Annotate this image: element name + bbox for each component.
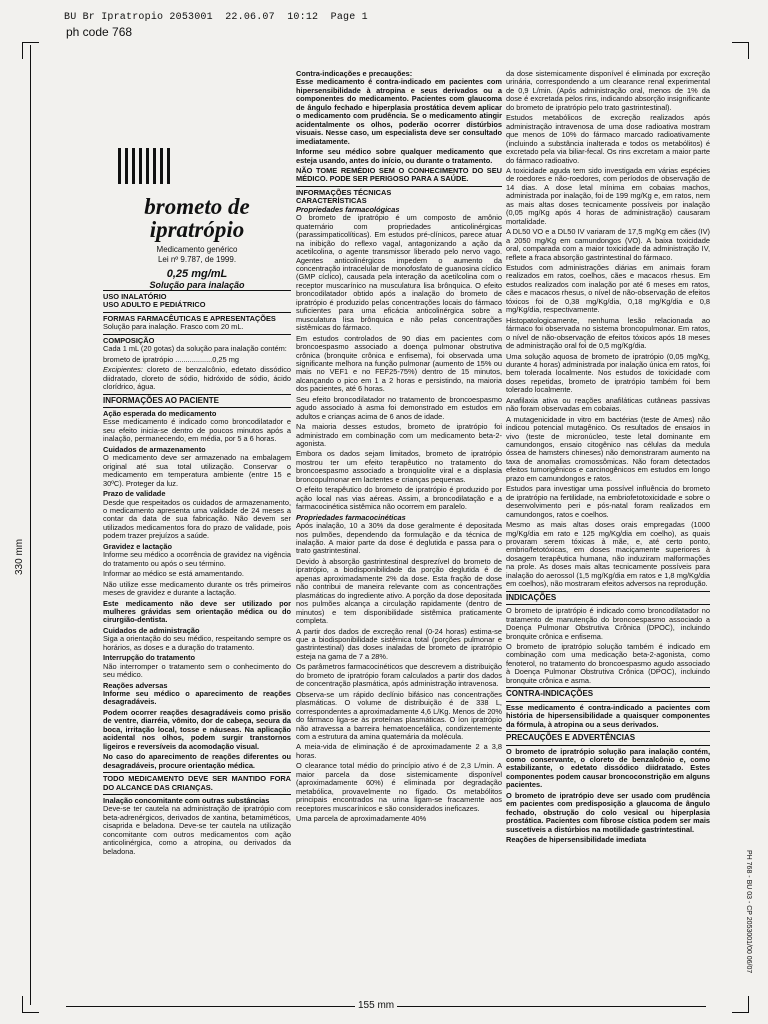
column-3 xyxy=(506,70,710,845)
characteristics-heading: CARACTERÍSTICAS xyxy=(296,196,367,206)
contra-text-2: Informe seu médico sobre qualquer medicamento que esteja usando, antes do início, ou durante o tratamento. xyxy=(296,147,502,165)
action-text: Esse medicamento é indicado como broncodilatador e seu efeito inicia-se dentro de poucos minutos após a inalação, permanecendo, em média, por 5 a 6 horas. xyxy=(103,417,291,444)
pharmacologic-text-4: Na maioria desses estudos, brometo de ipratrópio foi administrado em combinação com um medicamento beta-2-agonista. xyxy=(296,422,502,449)
contra-text-3: NÃO TOME REMÉDIO SEM O CONHECIMENTO DO SEU MÉDICO. PODE SER PERIGOSO PARA A SAÚDE. xyxy=(296,165,502,184)
contraindications-text: Esse medicamento é contra-indicado a pacientes com história de hipersensibilidade a quaisquer componentes da fórmula, à atropina ou a seus derivados. xyxy=(506,702,710,729)
pregnancy-warning: Este medicamento não deve ser utilizado por mulheres grávidas sem orientação médica ou do cirurgião-dentista. xyxy=(103,598,291,625)
administration-text: Siga a orientação do seu médico, respeitando sempre os horários, as doses e a duração do tratamento. xyxy=(103,634,291,652)
crop-mark-top-right xyxy=(732,42,749,59)
product-title-block xyxy=(103,195,291,290)
pharmacologic-text-2: Em estudos controlados de 90 dias em pacientes com broncoespasmo associado a doença pulmonar obstrutiva crônica (bronquite crônica e enfisema), foi observada uma significante melhora na função pulmonar (aumento de 15% ou mais no VEF1 e no FEF25-75%) dentro de 15 minutos, alcançando o pico em 1 a 2 horas e persistindo, na maioria dos pacientes, até 6 horas. xyxy=(296,333,502,394)
ph-code: ph code 768 xyxy=(66,25,133,39)
indications-text-1: O brometo de ipratrópio é indicado como broncodilatador no tratamento de manutenção do broncoespasmo associado a Doença Pulmonar Obstrutiva Crônica (DPOC), incluindo bronquite crônica e enfisema. xyxy=(506,606,710,641)
pregnancy-text-1: Informe seu médico a ocorrência de gravidez na vigência do tratamento ou após o seu término. xyxy=(103,550,291,568)
pharmacologic-text-5: Embora os dados sejam limitados, brometo de ipratrópio mostrou ter um efeito terapêutico no tratamento do broncoespasmo associado a bronquiolite viral e a displasia broncopulmonar em lactentes e crianças pequenas. xyxy=(296,449,502,484)
col3-text-7: Uma solução aquosa de brometo de ipratrópio (0,05 mg/Kg, durante 4 horas) administrada por inalação única em ratos, foi bem tolerada localmente. Nos estudos de toxicidade com doses repetidas, brometo de ipratrópio também foi bem tolerado localmente. xyxy=(506,351,710,395)
adverse-text-1: Informe seu médico o aparecimento de reações desagradáveis. xyxy=(103,689,291,707)
print-header: BU Br Ipratropio 2053001 22.06.07 10:12 Page 1 xyxy=(64,12,368,23)
pharmacokinetic-text-3: A partir dos dados de excreção renal (0-24 horas) estima-se que a biodisponibilidade sistêmica total (porções pulmonar e gastrintestinal) das doses inaladas de brometo de ipratrópio esteja na gama de 7 a 28%. xyxy=(296,626,502,661)
indications-text-2: O brometo de ipratrópio solução também é indicado em combinação com uma medicação beta-2-agonista, como fenoterol, no tratamento do broncoespasmo agudo associado à Doença Pulmonar Obstrutiva Crônica (DPOC), incluindo bronquite crônica e asma. xyxy=(506,642,710,685)
interruption-heading: Interrupção do tratamento xyxy=(103,653,195,663)
concentration: 0,25 mg/mL xyxy=(166,268,228,280)
generic-label: Medicamento genérico xyxy=(156,245,238,254)
expiry-text: Desde que respeitados os cuidados de armazenamento, o medicamento apresenta uma validade de 24 meses a contar da data de sua fabricação. Não devem ser utilizados medicamentos fora do prazo de validade, pois podem trazer prejuízos a saúde. xyxy=(103,497,291,541)
precautions-text-1: O brometo de ipratrópio solução para inalação contém, como conservante, o cloreto de benzalcônio e, como estabilizante, o edetato dissódico diidratado. Estes componentes podem causar broncoconstrição em alguns pacientes. xyxy=(506,746,710,790)
contra-heading: Contra-indicações e precauções: xyxy=(296,69,413,78)
side-print-code: PH 768 - BU 03 - CP 2053001/00 06/07 xyxy=(745,850,752,974)
administration-heading: Cuidados de administração xyxy=(103,625,200,635)
patient-info-heading: INFORMAÇÕES AO PACIENTE xyxy=(103,395,220,405)
law-label: Lei nº 9.787, de 1999. xyxy=(157,255,237,264)
pharmacologic-text-3: Seu efeito broncodilatador no tratamento de broncoespasmo agudo associado à asma foi demonstrado em estudos em adultos e crianças acima de 6 anos de idade. xyxy=(296,394,502,421)
product-name-line2: ipratrópio xyxy=(149,217,245,242)
technical-heading: INFORMAÇÕES TÉCNICAS xyxy=(296,187,392,197)
crop-mark-bottom-right xyxy=(732,996,749,1013)
indications-heading: INDICAÇÕES xyxy=(506,592,557,602)
storage-text: O medicamento deve ser armazenado na embalagem original até sua total utilização. Conservar o medicamento em temperatura ambiente (entre 15 e 30ºC). Proteger da luz. xyxy=(103,453,291,488)
pharmacokinetic-text-2: Devido à absorção gastrintestinal desprezível do brometo de ipratrópio, a biodisponibilidade da porção deglutida é de apenas aproximadamente 2% da dose. Esta fração de dose não contribui de maneira relevante com as concentrações plasmáticas do ingrediente ativo. A porção da dose depositada nos pulmões alcança a circulação rapidamente (dentro de minutos) e tem disponibilidade sistêmica praticamente completa. xyxy=(296,556,502,626)
pharmacologic-text-6: O efeito terapêutico do brometo de ipratrópio é produzido por ação local nas vias aéreas. Assim, a broncodilatação e a farmacocinética sistêmica não ocorrem em paralelo. xyxy=(296,485,502,512)
col3-text-4: A DL50 VO e a DL50 IV variaram de 17,5 mg/Kg em cães (IV) a 2050 mg/Kg em camundongos (VO). A baixa toxicidade oral, comparada com a maior toxicidade da administração IV, reflete a fraca absorção gastrintestinal do fármaco. xyxy=(506,227,710,262)
product-name-line1: brometo de xyxy=(144,194,250,219)
contra-text-1: Esse medicamento é contra-indicado em pacientes com hipersensibilidade à atropina e seus derivados ou a componentes do medicamento. Pacientes com glaucoma de ângulo fechado e hiperplasia prostática devem aplicar o medicamento com prudência. Se o medicamento atingir acidentalmente os olhos, poderão ocorrer distúrbios visuais. Nesse caso, um especialista deve ser consultado imediatamente. xyxy=(296,77,502,146)
pharmacokinetic-text-5: Observa-se um rápido declínio bifásico nas concentrações plasmáticas. O volume de distribuição é de 338 L, correspondentes a aproximadamente 4,6 L/Kg. Menos de 20% do fármaco liga-se às proteínas plasmáticas. O íon ipratrópio não atravessa a barreira hematoencefálica, condizentemente com a estrutura da amina quaternária da molécula. xyxy=(296,689,502,741)
height-ruler-label: 330 mm xyxy=(14,538,25,575)
precautions-heading: PRECAUÇÕES E ADVERTÊNCIAS xyxy=(506,733,636,743)
composition-heading: COMPOSIÇÃO xyxy=(103,335,155,345)
action-heading: Ação esperada do medicamento xyxy=(103,408,217,418)
hypersensitivity-heading: Reações de hipersensibilidade imediata xyxy=(506,835,647,845)
col3-text-2: Estudos metabólicos de excreção realizados após administração intravenosa de uma dose radioativa mostram que menos de 10% do fármaco marcado radioativamente (incluindo a substância inalterada e todos os metabólitos) é excretado pela via biliar-fecal. Os rins excretam a maior parte do fármaco radioativo. xyxy=(506,113,710,165)
col3-text-9: A mutagenicidade in vitro em bactérias (teste de Ames) não indicou potencial mutagênico. Os resultados de ensaios in vivo (teste de micronúcleo, teste letal dominante em camundongos, ensaio citogênico nas células da medula óssea de hamsters chineses) não demonstraram aumento na taxa de anomalias cromossômicas. Não foram detectados efeitos tumorigênicos e carcinogênicos em estudos em longo prazo em camundongos e ratos. xyxy=(506,414,710,483)
adverse-text-2: Podem ocorrer reações desagradáveis como prisão de ventre, diarréia, vômito, dor de cabeça, secura da boca, irritação local, tosse e náuseas. Na aplicação acidental nos olhos, podem surgir transtornos ligeiros e reversíveis da acomodação visual. xyxy=(103,707,291,751)
excipients-list: cloreto de benzalcônio, edetato dissódico diidratado, cloreto de sódio, hidróxido de sódio, ácido clorídrico, água. xyxy=(103,365,291,392)
pharmacokinetic-text-1: Após inalação, 10 a 30% da dose geralmente é depositada nos pulmões, dependendo da formulação e da técnica de inalação. A maior parte da dose é deglutida e passa para o trato gastrintestinal. xyxy=(296,521,502,556)
expiry-heading: Prazo de validade xyxy=(103,489,166,499)
pregnancy-text-2: Informar ao médico se está amamentando. xyxy=(103,569,244,579)
column-2 xyxy=(296,70,502,826)
col3-text-1: da dose sistemicamente disponível é eliminada por excreção urinária, correspondendo a um clearance renal experimental de 0,9 L/min. (Após administração oral, menos de 1% da dose é excretada pelos rins, indicando absorção insignificante do brometo de ipratrópio pelo trato gastrintestinal). xyxy=(506,69,710,112)
concomitant-heading: Inalação concomitante com outras substâncias xyxy=(103,796,270,806)
precautions-text-2: O brometo de ipratrópio deve ser usado com prudência em pacientes com predisposição a glaucoma de ângulo fechado, obstrução do colo vesical ou hiperplasia prostática. Pacientes com fibrose cística podem ser mais suscetíveis a distúrbios na motilidade gastrintestinal. xyxy=(506,790,710,834)
contraindications-heading: CONTRA-INDICAÇÕES xyxy=(506,689,594,699)
composition-text-1: Cada 1 mL (20 gotas) da solução para inalação contém: xyxy=(103,344,287,354)
pharmacologic-text-1: O brometo de ipratrópio é um composto de amônio quaternário com propriedades anticolinérgicas (parassimpaticolíticas). Em estudos pré-clínicos, parece atuar na inibição do reflexo vagal, antagonizando a ação da acetilcolina, o agente transmissor liberado pelo nervo vago. Agentes anticolinérgicos impedem o aumento da concentração intracelular de monofosfato de guanosina cíclico (GMP cíclico), causada pela interação da acetilcolina com o receptor muscarínico na musculatura lisa brônquica. O efeito broncodilatador obtido após a inalação do brometo de ipratrópio é produzido pelas concentrações locais do fármaco suficientes para uma eficácia anticolinérgica sobre a musculatura lisa brônquica e não pelas concentrações sistêmicas do fármaco. xyxy=(296,213,502,333)
col3-text-10: Estudos para investigar uma possível influência do brometo de ipratrópio na fertilidade, na embriofetotoxicidade e sobre o desenvolvimento peri e pós-natal foram realizados em camundongos, ratos e coelhos. xyxy=(506,484,710,519)
pregnancy-text-3: Não utilize esse medicamento durante os três primeiros meses de gravidez e durante a lactação. xyxy=(103,579,291,598)
col3-text-6: Histopatologicamente, nenhuma lesão relacionada ao fármaco foi observada no sistema broncopulmonar. Em ratos, o nível de não-observação de efeitos tóxicos após 18 meses de administração oral foi de 0,5 mg/Kg/dia. xyxy=(506,315,710,351)
col3-text-5: Estudos com administrações diárias em animais foram realizados em ratos, coelhos, cães e macacos rhesus. Em estudos realizados com inalação por até 6 meses em ratos, cães e macacos rhesus, o nível de não-observação de efeitos tóxicos foi de 0,38 mg/Kg/dia, 0,18 mg/Kg/dia e 0,8 mg/Kg/dia, respectivamente. xyxy=(506,262,710,315)
pharmacode-barcode xyxy=(118,148,174,184)
adverse-heading: Reações adversas xyxy=(103,680,168,690)
forms-text: Solução para inalação. Frasco com 20 mL. xyxy=(103,322,244,332)
dosage-form: Solução para inalação xyxy=(149,280,245,290)
adverse-text-3: No caso do aparecimento de reações diferentes ou desagradáveis, procure orientação médica. xyxy=(103,752,291,770)
pharmacologic-heading: Propriedades farmacológicas xyxy=(296,204,400,214)
column-1 xyxy=(103,288,291,858)
pharmacokinetic-text-8: Uma parcela de aproximadamente 40% xyxy=(296,814,427,824)
use-population: USO ADULTO E PEDIÁTRICO xyxy=(103,300,206,310)
width-ruler-label: 155 mm xyxy=(355,1000,397,1011)
pharmacokinetic-text-7: O clearance total médio do princípio ativo é de 2,3 L/min. A maior parcela da dose sistemicamente disponível (aproximadamente 60%) é eliminada por degradação metabólica, provavelmente no fígado. Os metabólitos principais encontrados na urina ligam-se fracamente aos receptores muscarínicos e são considerados ineficazes. xyxy=(296,761,502,813)
excipients-label: Excipientes: xyxy=(103,365,143,375)
forms-heading: FORMAS FARMACÊUTICAS E APRESENTAÇÕES xyxy=(103,313,276,323)
use-route: USO INALATÓRIO xyxy=(103,292,167,301)
col3-text-3: A toxicidade aguda tem sido investigada em várias espécies de roedores e não-roedores, com períodos de observação de 14 dias. A dose letal mínima em cobaias machos, administrada por inalação, foi de 199 mg/Kg e, em ratos, nem as mais altas doses tecnicamente possíveis por inalação (0,05 mg/Kg após 4 horas de administração) causaram mortalidade. xyxy=(506,165,710,226)
composition-text-2: brometo de ipratrópio ..................0,25 mg xyxy=(103,354,239,364)
pharmacokinetic-text-4: Os parâmetros farmacocinéticos que descrevem a distribuição do brometo de ipratrópio foram calculados a partir dos dados de concentração plasmática, após administração intravenosa. xyxy=(296,662,502,689)
height-ruler xyxy=(30,45,31,1005)
pregnancy-heading: Gravidez e lactação xyxy=(103,541,173,551)
pharmacokinetic-text-6: A meia-vida de eliminação é de aproximadamente 2 a 3,8 horas. xyxy=(296,742,502,760)
col3-text-11: Mesmo as mais altas doses orais empregadas (1000 mg/Kg/dia em rato e 125 mg/Kg/dia em coelho), as quais provaram serem tóxicas à mãe, e, até certo ponto, embrio/fetotóxicas, em doses maciçamente superiores à dosagem terapêutica humana, não induziram malformações na prole. As doses mais altas tecnicamente possíveis para inalação do aerossol (1,5 mg/Kg/dia em ratos e 1,8 mg/Kg/dia em coelhos), não mostraram efeitos adversos na reprodução. xyxy=(506,520,710,589)
children-warning: TODO MEDICAMENTO DEVE SER MANTIDO FORA DO ALCANCE DAS CRIANÇAS. xyxy=(103,774,291,792)
interruption-text: Não interromper o tratamento sem o conhecimento do seu médico. xyxy=(103,661,291,680)
concomitant-text: Deve-se ter cautela na administração de ipratrópio com beta-adrenérgicos, derivados de xantina, betamiméticos, cisaprida e beladona. Deve-se ter cautela na utilização concomitante com outros medicamentos com ação anticolinérgica, como a atropina, ou derivados da beladona. xyxy=(103,804,291,856)
composition-excipients xyxy=(103,366,291,391)
pharmacokinetic-heading: Propriedades farmacocinéticas xyxy=(296,512,406,522)
col3-text-8: Anafilaxia ativa ou reações anafiláticas cutâneas passivas não foram observadas em cobaias. xyxy=(506,395,710,414)
storage-heading: Cuidados de armazenamento xyxy=(103,444,206,454)
